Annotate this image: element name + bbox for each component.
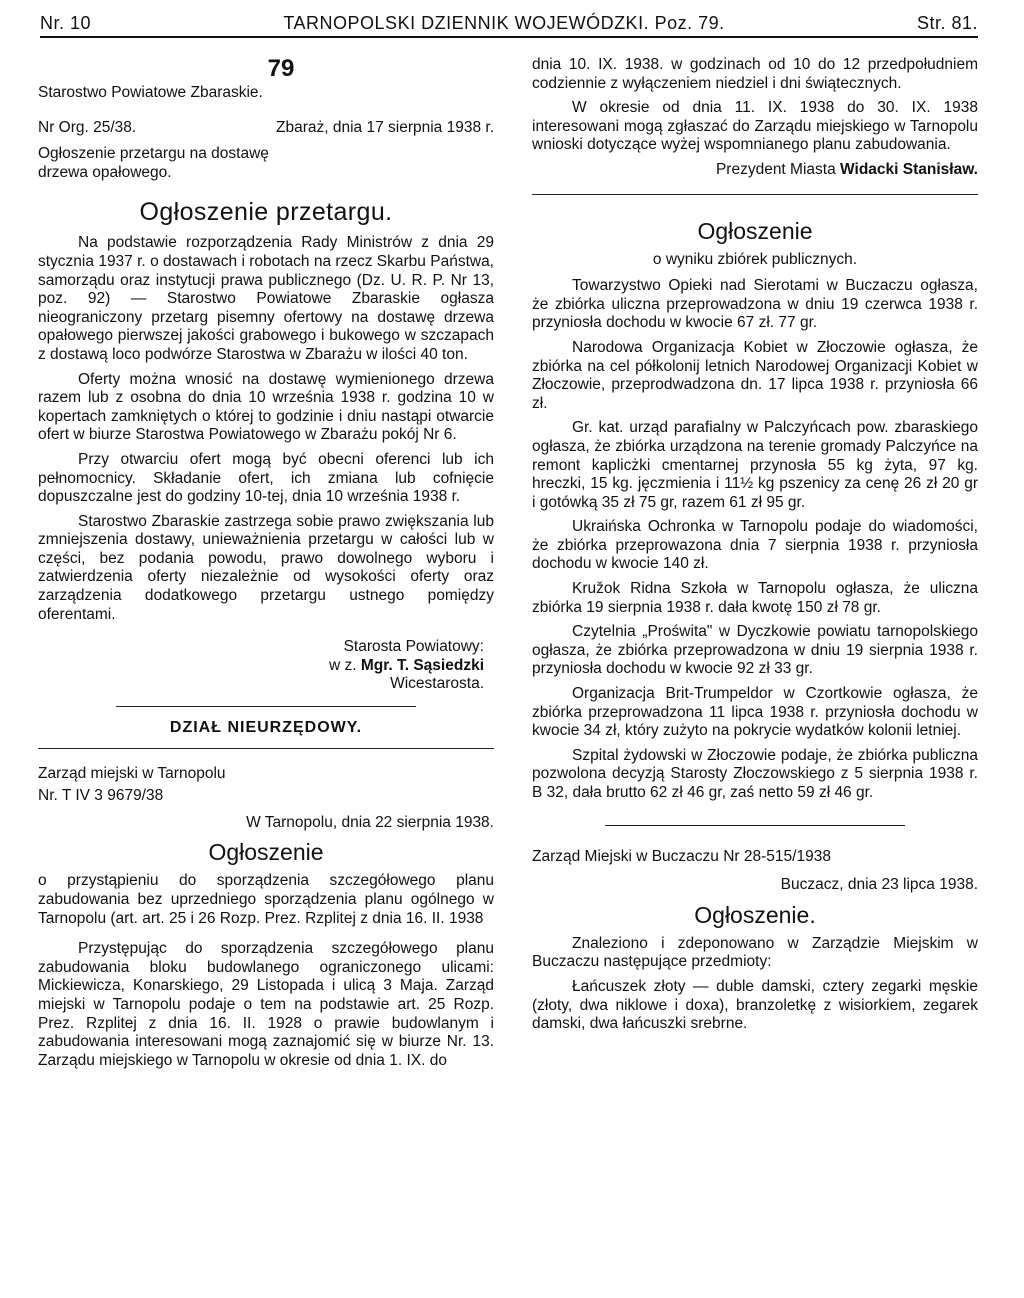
paragraph-3: Przy otwarciu ofert mogą być obecni oferenci lub ich pełnomocnicy. Składanie ofert, ich zmiana lub cofnięcie dopuszczalne jest do godziny 10-tej, dnia 10 września 1938 r. xyxy=(38,450,494,506)
buczacz-paragraph-1: Znaleziono i zdeponowano w Zarządzie Miejskim w Buczaczu następujące przedmioty: xyxy=(532,934,978,971)
paragraph-4: Starostwo Zbaraskie zastrzega sobie prawo zwiększania lub zmniejszenia dostawy, unieważnienia przetargu w całości lub w części, bez podania powodu, prawo dowolnego wyboru i zatwierdzenia oferty niezależnie od wysokości oferty oraz zarządzenia dodatkowego przetargu ustnego pomiędzy oferentami. xyxy=(38,512,494,623)
signature-line xyxy=(38,657,484,676)
president-role: Prezydent Miasta xyxy=(715,160,836,178)
collection-3: Gr. kat. urząd parafialny w Palczyńcach pow. zbaraskiego ogłasza, że zbiórka urządzona na terenie gromady Palczyńce na remont kaplicżki cmentarnej przynosła 55 kg żyta, 97 kg. hreczki, 15 kg. jęczmienia i 11½ kg pszenicy za cenę 26 zł 20 gr i gotówką 35 zł 75 gr, razem 61 zł 95 gr. xyxy=(532,419,978,511)
buczacz-date: Buczacz, dnia 23 lipca 1938. xyxy=(780,876,978,894)
collection-4: Ukraińska Ochronka w Tarnopolu podaje do wiadomości, że zbiórka przeprowazona dnia 7 sierpnia 1938 r. przyniosła dochodu w kwocie 140 zł. xyxy=(532,518,978,573)
tarnopol-subject: o przystąpieniu do sporządzenia szczegółowego planu zabudowania bez uprzedniego sporządzenia planu ogólnego w Tarnopolu (art. art. 25 i 26 Rozp. Prez. Rzplitej z dnia 16. II. 1938 xyxy=(38,872,494,927)
collection-6: Czytelnia „Proświta" w Dyczkowie powiatu tarnopolskiego ogłasza, że zbiórka przeprowadzona w dniu 19 sierpnia 1938 r. przyniosła dochodu w kwocie 92 zł 33 gr. xyxy=(532,623,978,678)
president-signature xyxy=(532,161,978,180)
reference-number: Nr Org. 25/38. xyxy=(38,118,137,136)
tarnopol-ref: Nr. T IV 3 9679/38 xyxy=(38,787,164,805)
divider-rule xyxy=(116,706,416,707)
section-rule xyxy=(38,748,494,749)
signature-role: Wicestarosta. xyxy=(390,675,484,693)
collection-2: Narodowa Organizacja Kobiet w Złoczowie ogłasza, że zbiórka na cel półkolonij letnich Narodowej Organizacji Kobiet w Złoczowie, przeprodwadzona dn. 17 lipca 1938 r. przyniosła 66 zł. xyxy=(532,338,978,412)
right-rule-1 xyxy=(532,194,978,195)
header-rule xyxy=(40,36,978,38)
page-number: Str. 81. xyxy=(916,13,978,33)
signature-name: Mgr. T. Sąsiedzki xyxy=(360,656,484,674)
tarnopol-office: Zarząd miejski w Tarnopolu xyxy=(38,764,226,782)
journal-title: TARNOPOLSKI DZIENNIK WOJEWÓDZKI. Poz. 79. xyxy=(283,13,725,33)
collection-8: Szpital żydowski w Złoczowie podaje, że zbiórka publiczna pozwolona decyzją Starosty Złoczowskiego z 5 sierpnia 1938 r. B 32, dała brutto 62 zł 46 gr, zaś netto 59 zł 46 gr. xyxy=(532,746,978,801)
collection-5: Kružok Ridna Szkoła w Tarnopolu ogłasza, że uliczna zbiórka 19 sierpnia 1938 r. dała kwotę 150 zł 78 gr. xyxy=(532,580,978,616)
item-number: 79 xyxy=(267,55,295,82)
issuing-office: Starostwo Powiatowe Zbaraskie. xyxy=(38,84,263,101)
left-column xyxy=(38,56,494,1070)
notice-subject: Ogłoszenie przetargu na dostawę drzewa opałowego. xyxy=(38,145,269,181)
president-name: Widacki Stanisław. xyxy=(840,160,978,178)
tarnopol-date: W Tarnopolu, dnia 22 sierpnia 1938. xyxy=(246,813,494,831)
continuation-2: W okresie od dnia 11. IX. 1938 do 30. IX. 1938 interesowani mogą zgłaszać do Zarządu miejskiego w Tarnopolu wnioski dotyczące wyżej wspomnianego planu zabudowania. xyxy=(532,99,978,154)
right-column xyxy=(532,56,978,1034)
page-header xyxy=(40,6,978,34)
buczacz-ref: Zarząd Miejski w Buczaczu Nr 28-515/1938 xyxy=(532,847,831,865)
signature-prefix: w z. xyxy=(328,656,357,674)
notice-title: Ogłoszenie przetargu. xyxy=(139,198,393,227)
collections-subtitle: o wyniku zbiórek publicznych. xyxy=(652,250,858,268)
collection-7: Organizacja Brit-Trumpeldor w Czortkowie ogłasza, że zbiórka przeprowadzona 11 lipca 1938 r. przyniosła dochodu w kwocie 34 zł, który zużyto na pokrycie wydatków kolonii letniej. xyxy=(532,685,978,740)
signature-block xyxy=(38,638,494,694)
right-rule-2 xyxy=(605,825,905,826)
ref-date-row xyxy=(38,119,494,138)
paragraph-2: Oferty można wnosić na dostawę wymienionego drzewa razem lub z osobna do dnia 10 września 1938 r. godzina 10 w kopertach zamkniętych o której to godzinie i dniu nastąpi otwarcie ofert w biurze Starostwa Powiatowego w Zbarażu pokój Nr 6. xyxy=(38,370,494,444)
section-heading: DZIAŁ NIEURZĘDOWY. xyxy=(169,719,363,737)
notice-date: Zbaraż, dnia 17 sierpnia 1938 r. xyxy=(276,118,494,136)
tarnopol-paragraph: Przystępując do sporządzenia szczegółowego planu zabudowania bloku budowlanego ograniczonego ulicami: Mickiewicza, Konarskiego, 29 Listopada i ulicą 3 Maja. Zarząd miejski w Tarnopolu podaje o tem na podstawie art. 25 Rozp. Prez. Rzplitej z dnia 16. II. 1928 o prawie budowlanym i zabudowania interesowani mogą zaznajomić się w biurze Nr. 13. Zarządu miejskiego w Tarnopolu w okresie od dnia 1. IX. do xyxy=(38,940,494,1069)
tarnopol-title: Ogłoszenie xyxy=(208,839,324,866)
collection-1: Towarzystwo Opieki nad Sierotami w Buczaczu ogłasza, że zbiórka uliczna przeprowadzona w dniu 19 czerwca 1938 r. przyniosła dochodu w kwocie 67 zł. 77 gr. xyxy=(532,277,978,332)
buczacz-title: Ogłoszenie. xyxy=(694,901,816,928)
signature-title: Starosta Powiatowy: xyxy=(343,638,484,656)
continuation-1: dnia 10. IX. 1938. w godzinach od 10 do 12 przedpołudniem codziennie z wyłączeniem niedziel i dni świątecznych. xyxy=(532,56,978,92)
collections-title: Ogłoszenie xyxy=(697,217,813,244)
paragraph-1: Na podstawie rozporządzenia Rady Ministrów z dnia 29 stycznia 1937 r. o dostawach i robotach na rzecz Skarbu Państwa, samorządu oraz instytucji prawa publicznego (Dz. U. R. P. Nr 13, poz. 92) — Starostwo Powiatowe Zbaraskie ogłasza nieograniczony przetarg pisemny ofertowy na dostawę drzewa opałowego pierwszej jakości grabowego i bukowego w szczapach z dostawą loco podwórze Starostwa w Zbarażu w ilości 40 ton. xyxy=(38,234,494,363)
issue-number: Nr. 10 xyxy=(40,13,92,33)
buczacz-paragraph-2: Łańcuszek złoty — duble damski, cztery zegarki męskie (złoty, dwa niklowe i doxa), branzoletkę z wisiorkiem, zegarek damski, dwa łańcuszki srebrne. xyxy=(532,977,978,1033)
